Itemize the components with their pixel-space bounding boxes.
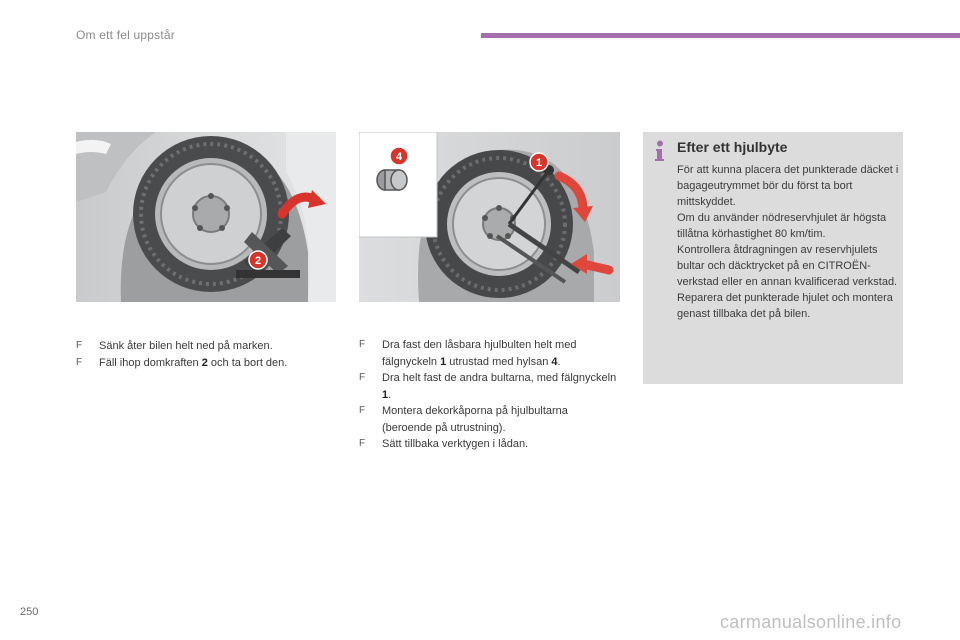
svg-text:4: 4 xyxy=(395,151,403,163)
step-text: och ta bort den. xyxy=(207,356,288,369)
step-text: Sänk åter bilen helt ned på marken. xyxy=(99,340,273,352)
info-box xyxy=(643,132,903,384)
socket-4 xyxy=(377,170,407,190)
svg-text:2: 2 xyxy=(254,255,262,267)
step-item xyxy=(359,337,621,370)
callout-4 xyxy=(390,147,408,165)
step-item xyxy=(76,338,336,355)
step-item xyxy=(359,436,621,453)
info-paragraph: Reparera det punkterade hjulet och montera genast tillbaka det på bilen. xyxy=(677,292,893,320)
ref-number: 2 xyxy=(201,356,208,369)
callout-1 xyxy=(530,153,548,171)
header-accent-bar xyxy=(481,33,960,38)
step-text: Fäll ihop domkraften xyxy=(99,356,202,369)
step-item xyxy=(359,370,621,403)
mid-steps-list xyxy=(359,337,621,453)
step-marker: F xyxy=(76,356,83,368)
step-marker: F xyxy=(76,340,83,351)
step-item xyxy=(76,355,336,372)
section-title: Om ett fel uppstår xyxy=(76,28,175,42)
ref-number: 1 xyxy=(440,355,447,368)
info-icon xyxy=(651,140,667,162)
info-paragraph: Om du använder nödreservhjulet är högsta tillåtna körhastighet 80 km/tim. xyxy=(677,212,887,240)
step-marker: F xyxy=(359,339,366,350)
watermark: carmanualsonline.info xyxy=(720,612,902,632)
step-text: utrustad med hylsan xyxy=(446,355,552,368)
step-item xyxy=(359,403,621,436)
illustration-tighten-bolts xyxy=(359,132,620,302)
left-steps-list xyxy=(76,338,336,371)
step-text: Dra fast den låsbara hjulbulten helt med fälgnyckeln xyxy=(382,339,577,368)
info-title: Efter ett hjulbyte xyxy=(677,139,788,155)
info-text xyxy=(677,162,899,322)
step-marker: F xyxy=(359,438,366,449)
step-text: Sätt tillbaka verktygen i lådan. xyxy=(382,438,529,450)
step-text: . xyxy=(388,388,392,401)
ref-number: 4 xyxy=(551,355,558,368)
jack-lowering-drawing xyxy=(76,132,336,302)
step-text: Montera dekorkåporna på hjulbultarna (beroende på utrustning). xyxy=(382,405,568,434)
callout-2 xyxy=(249,251,267,269)
info-paragraph: Kontrollera åtdragningen av reservhjulets bultar och däcktrycket på en CITROËN-verkstad eller en annan kvalificerad verkstad. xyxy=(677,244,898,288)
svg-text:1: 1 xyxy=(535,157,543,169)
page-number: 250 xyxy=(20,606,39,618)
wheel-brace-drawing xyxy=(359,132,620,302)
info-paragraph: För att kunna placera det punkterade däcket i bagageutrymmet bör du först ta bort mittskyddet. xyxy=(677,164,899,208)
step-marker: F xyxy=(359,372,366,383)
step-text: Dra helt fast de andra bultarna, med fälgnyckeln xyxy=(382,372,617,384)
step-marker: F xyxy=(359,405,366,416)
illustration-lower-jack xyxy=(76,132,336,302)
step-text: . xyxy=(557,355,561,368)
ref-number: 1 xyxy=(382,388,389,401)
